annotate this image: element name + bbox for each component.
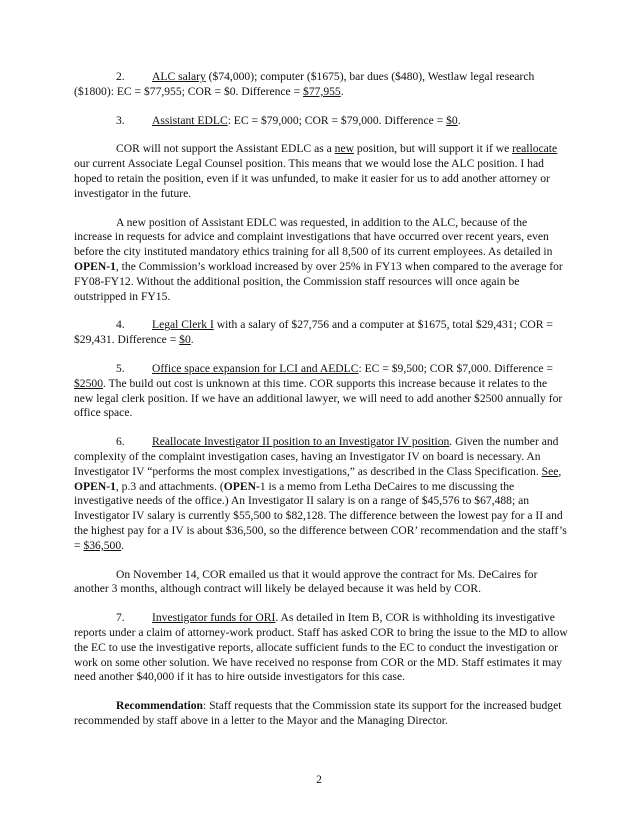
item-heading: Office space expansion for LCI and AEDLC: [152, 361, 359, 375]
difference-value: $36,500: [83, 538, 122, 552]
item-number: 5.: [116, 361, 125, 375]
item-heading: Investigator funds for ORI: [152, 611, 276, 625]
item-4-paragraph: 4. Legal Clerk I with a salary of $27,756 and a computer at $1675, total $29,431; COR = $29,431. Difference = $0.: [74, 318, 553, 347]
item-3-paragraph: 3. Assistant EDLC: EC = $79,000; COR = $79,000. Difference = $0.: [116, 113, 461, 127]
november-paragraph: On November 14, COR emailed us that it would approve the contract for Ms. DeCaires for another 3 months, although contract will likely be delayed because it was held by COR.: [74, 567, 538, 596]
difference-value: $77,955: [303, 84, 341, 98]
item-number: 6.: [116, 435, 125, 449]
item-5-paragraph: 5. Office space expansion for LCI and AEDLC: EC = $9,500; COR $7,000. Difference = $2500. The build out cost is unknown at this time. COR supports this increase because it relates to the new legal clerk position. If we have an additional lawyer, we will need to add another $2500 annually for office space.: [74, 361, 563, 420]
difference-value: $2500: [74, 376, 103, 390]
item-2-paragraph: 2. ALC salary ($74,000); computer ($1675), bar dues ($480), Westlaw legal research ($1800): EC = $77,955; COR = $0. Difference = $77,955.: [74, 70, 535, 98]
item-number: 3.: [116, 113, 125, 127]
item-6-paragraph: 6. Reallocate Investigator II position to an Investigator IV position. Given the number and complexity of the complaint investigation cases, having an Investigator IV on board is necessary. An Investigator IV “performs the most complex investigations,” as described in the Class Specification. See, OPEN-1, p.3 and attachments. (OPEN-1 is a memo from Letha DeCaires to me discussing the investigative needs of the office.) An Investigator II salary is on a range of $45,576 to $67,488; an Investigator IV salary is currently $55,500 to $82,128. The difference between the lowest pay for a II and the highest pay for a IV is about $36,500, so the difference between COR’ recommendation and the staff’s = $36,500.: [74, 435, 567, 552]
item-7-paragraph: 7. Investigator funds for ORI. As detailed in Item B, COR is withholding its investigative reports under a claim of attorney-work product. Staff has asked COR to bring the issue to the MD to allow the EC to use the investigative reports, allocate sufficient funds to the EC to conduct the investigation or work on some other solution. We have received no response from COR or the MD. Staff estimates it may need another $40,000 if it has to hire outside investigators for this case.: [74, 611, 568, 684]
item-number: 2.: [116, 70, 125, 83]
page-number: 2: [316, 773, 322, 786]
item-heading: Assistant EDLC: [152, 113, 228, 127]
item-heading: Legal Clerk I: [152, 318, 214, 332]
recommendation-label: Recommendation: [116, 699, 203, 713]
cor-support-paragraph: COR will not support the Assistant EDLC as a new position, but will support it if we reallocate our current Associate Legal Counsel position. This means that we would lose the ALC position. I had hoped to retain the position, even if it was unfunded, to make it easier for us to add another attorney or investigator in the future.: [74, 142, 558, 200]
difference-value: $0: [179, 333, 191, 347]
recommendation-paragraph: Recommendation: Staff requests that the Commission state its support for the increased budget recommended by staff above in a letter to the Mayor and the Managing Director.: [74, 699, 562, 727]
difference-value: $0: [446, 113, 458, 127]
item-heading: ALC salary: [152, 70, 206, 83]
item-heading: Reallocate Investigator II position to an Investigator IV position: [152, 435, 450, 449]
item-number: 4.: [116, 318, 125, 332]
new-position-paragraph: A new position of Assistant EDLC was requested, in addition to the ALC, because of the increase in requests for advice and complaint investigations that have occurred over recent years, even before the city instituted mandatory ethics training for all 8,500 of its current employees. As detailed in OPEN-1, the Commission’s workload increased by over 25% in FY13 when compared to the average for FY08-FY12. Without the additional position, the Commission staff resources will once again be outstripped in FY15.: [74, 215, 563, 303]
item-number: 7.: [116, 611, 125, 625]
